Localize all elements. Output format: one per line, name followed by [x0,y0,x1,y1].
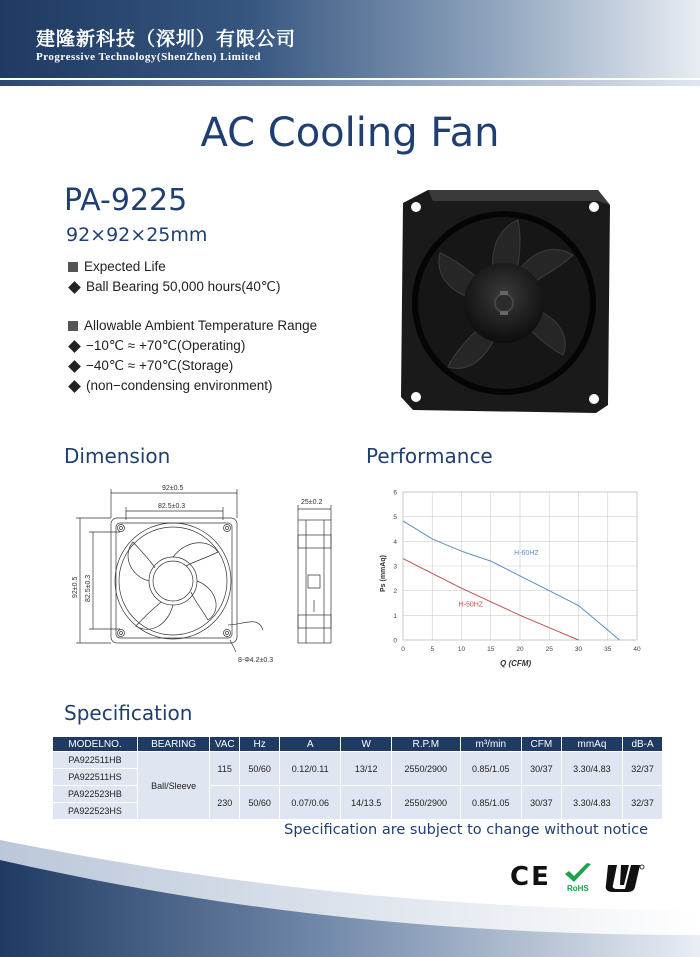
feature-text: −40℃ ≈ +70℃(Storage) [86,358,234,373]
feature-text: (non−condensing environment) [86,378,273,393]
x-tick-label: 25 [545,646,553,653]
spec-cell-rpm: 2550/2900 [391,786,460,820]
feature-list [68,257,317,396]
model-cell: PA922523HB [53,786,138,803]
feature-text: −10℃ ≈ +70℃(Operating) [86,338,246,353]
series-line-h-60hz [403,521,620,640]
y-tick-label: 6 [393,489,397,497]
spec-cell-a: 0.07/0.06 [280,786,341,820]
x-axis-label: Q (CFM) [500,659,532,668]
dim-depth: 25±0.2 [301,499,323,506]
section-performance: Performance [366,444,493,468]
feature-item [68,336,317,356]
section-dimension: Dimension [64,444,171,468]
model-cell: PA922523HS [53,803,138,820]
dim-width-inner: 82.5±0.3 [158,503,186,510]
notice-text: Specification are subject to change without notice [284,822,648,838]
x-tick-label: 15 [487,646,495,653]
dimension-drawing [58,480,358,680]
spec-cell-hz: 50/60 [240,786,280,820]
column-header: m³/min [460,737,521,752]
column-header: mmAq [561,737,622,752]
model-cell: PA922511HB [53,752,138,769]
x-tick-label: 0 [401,646,405,653]
checkmark-icon [563,862,593,884]
spec-cell-hz: 50/60 [240,752,280,786]
company-name-en: Progressive Technology(ShenZhen) Limited [36,51,261,63]
dim-hole: 8-Φ4.2±0.3 [238,657,274,664]
table-row [53,752,663,769]
feature-item [68,356,317,376]
feature-heading [68,257,317,277]
y-tick-label: 0 [393,637,397,645]
spec-cell-dba: 32/37 [623,786,663,820]
feature-text: Ball Bearing 50,000 hours(40℃) [86,279,281,294]
x-tick-label: 35 [604,646,612,653]
y-tick-label: 1 [393,612,397,620]
spec-cell-w: 13/12 [341,752,392,786]
y-axis-label: Ps (mmAq) [380,555,387,592]
fan-size: 92×92×25mm [66,224,208,246]
y-tick-label: 3 [393,563,397,571]
rohs-mark [563,862,593,893]
diamond-bullet-icon [68,340,81,353]
feature-text: Allowable Ambient Temperature Range [84,318,318,333]
diamond-bullet-icon [68,281,81,294]
performance-chart [365,480,655,680]
column-header: R.P.M [391,737,460,752]
y-tick-label: 2 [393,588,397,596]
x-tick-label: 5 [430,646,435,653]
spec-cell-a: 0.12/0.11 [280,752,341,786]
feature-heading [68,316,317,336]
spec-cell-w: 14/13.5 [341,786,392,820]
y-tick-label: 4 [393,538,397,546]
column-header: CFM [522,737,562,752]
document-title: AC Cooling Fan [200,110,500,156]
feature-item [68,376,317,396]
column-header: A [280,737,341,752]
ul-mark [605,861,645,893]
fan-photo [398,185,613,415]
y-tick-label: 5 [393,514,397,522]
feature-item [68,277,317,297]
list-spacer [68,297,317,316]
dim-height-outer: 92±0.5 [72,576,79,598]
spec-cell-mmaq: 3.30/4.83 [561,752,622,786]
series-label: H-50HZ [458,601,484,609]
certification-logos [510,861,645,893]
feature-text: Expected Life [84,259,166,274]
table-header-row [53,737,663,752]
spec-cell-vac: 115 [210,752,240,786]
diamond-bullet-icon [68,360,81,373]
column-header: MODELNO. [53,737,138,752]
spec-cell-rpm: 2550/2900 [391,752,460,786]
column-header: W [341,737,392,752]
spec-cell-mmaq: 3.30/4.83 [561,786,622,820]
rohs-label: RoHS [566,883,589,893]
x-tick-label: 10 [457,646,466,653]
spec-cell-m3: 0.85/1.05 [460,752,521,786]
dim-width-outer: 92±0.5 [162,485,184,492]
column-header: VAC [210,737,240,752]
x-tick-label: 30 [574,646,583,653]
company-name-cn: 建隆新科技（深圳）有限公司 [36,28,297,50]
spec-cell-cfm: 30/37 [522,752,562,786]
section-specification: Specification [64,701,193,725]
diamond-bullet-icon [68,380,81,393]
spec-cell-m3: 0.85/1.05 [460,786,521,820]
spec-cell-dba: 32/37 [623,752,663,786]
header-divider [0,80,700,86]
column-header: dB-A [623,737,663,752]
x-tick-label: 40 [633,646,641,653]
bearing-cell: Ball/Sleeve [137,752,209,820]
x-tick-label: 20 [516,646,524,653]
square-bullet-icon [68,321,78,331]
dim-height-inner: 82.5±0.3 [85,574,92,602]
spec-cell-vac: 230 [210,786,240,820]
spec-cell-cfm: 30/37 [522,786,562,820]
header-banner [0,0,700,78]
specification-table [52,736,663,820]
model-cell: PA922511HS [53,769,138,786]
ce-mark: CE [510,862,551,892]
square-bullet-icon [68,262,78,272]
column-header: Hz [240,737,280,752]
series-label: H-60HZ [514,549,539,557]
model-number: PA-9225 [64,183,188,218]
bottom-wave-decoration [0,840,700,957]
column-header: BEARING [137,737,209,752]
